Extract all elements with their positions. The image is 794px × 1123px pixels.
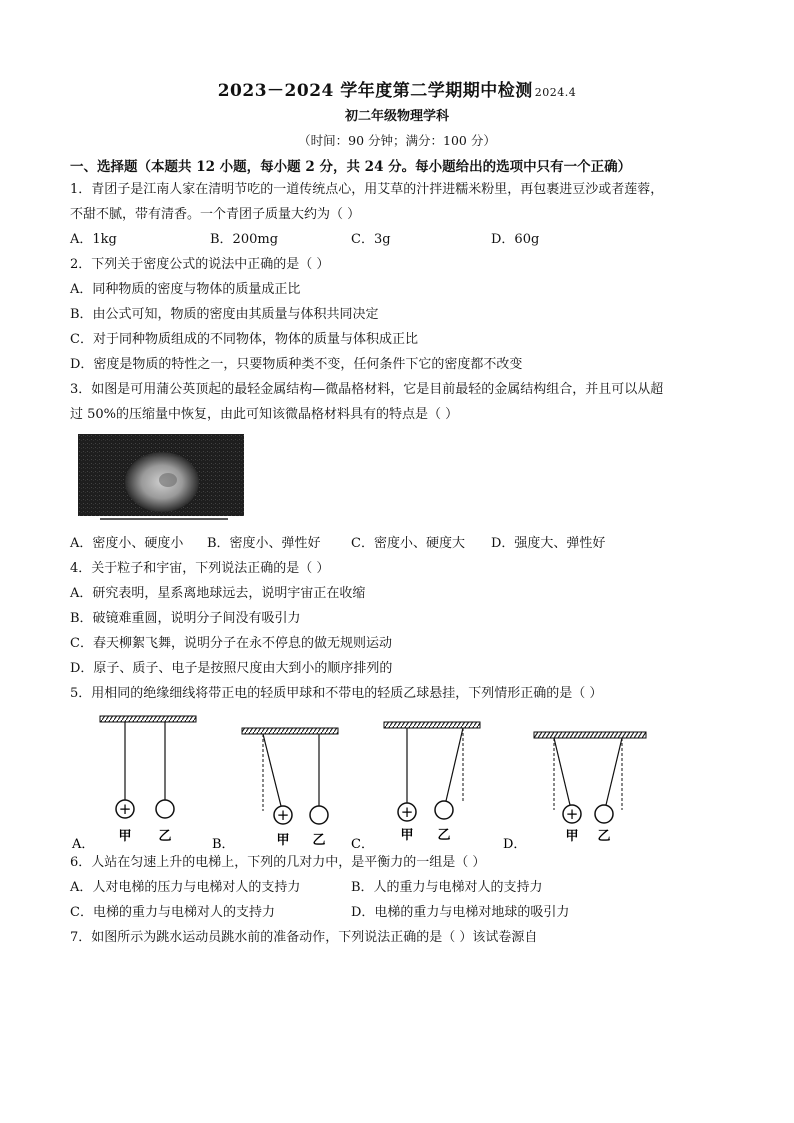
exam-title-text: 2023－2024 学年度第二学期期中检测 xyxy=(217,81,533,101)
exam-time-info: （时间：90 分钟；满分：100 分） xyxy=(298,133,496,148)
figure-c-label-yi: 乙 xyxy=(437,828,451,843)
q3-option-d: D．强度大、弹性好 xyxy=(491,536,606,551)
figure-c-thread-yi xyxy=(446,728,463,801)
figure-d-thread-jia xyxy=(554,738,570,805)
figure-b-letter: B． xyxy=(212,837,235,852)
figure-a-label-jia: 甲 xyxy=(118,829,132,844)
q6-option-b: B．人的重力与电梯对人的支持力 xyxy=(351,880,543,895)
q2-option-a: A．同种物质的密度与物体的质量成正比 xyxy=(70,282,301,297)
q1-option-a: A．1kg xyxy=(70,232,117,247)
figure-a-ceiling xyxy=(100,716,196,722)
figure-b-plus: + xyxy=(276,806,290,824)
q5-stem: 5．用相同的绝缘细线将带正电的轻质甲球和不带电的轻质乙球悬挂，下列情形正确的是（ ） xyxy=(70,686,603,701)
figure-a-letter: A． xyxy=(72,837,95,852)
q2-option-b: B．由公式可知，物质的密度由其质量与体积共同决定 xyxy=(70,307,379,322)
section-heading: 一、选择题（本题共 12 小题，每小题 2 分，共 24 分。每小题给出的选项中只有一个正确） xyxy=(70,159,632,175)
figure-d-ball-yi xyxy=(595,805,613,823)
q3-option-b: B．密度小、弹性好 xyxy=(207,536,321,551)
figure-a-ball-yi xyxy=(156,800,174,818)
sample-shadow xyxy=(159,473,177,487)
figure-c-ceiling xyxy=(384,722,480,728)
figure-d xyxy=(503,732,646,852)
figure-b-ball-yi xyxy=(310,806,328,824)
q3-line2: 过 50%的压缩量中恢复，由此可知该微晶格材料具有的特点是（ ） xyxy=(70,407,459,422)
q1-line2: 不甜不腻，带有清香。一个青团子质量大约为（ ） xyxy=(70,207,361,222)
microlattice-photo xyxy=(78,434,244,520)
figure-d-ceiling xyxy=(534,732,646,738)
figure-c-ball-yi xyxy=(435,801,453,819)
q3-option-c: C．密度小、硬度大 xyxy=(351,536,465,551)
figure-b-thread-jia xyxy=(263,734,281,806)
figure-d-label-jia: 甲 xyxy=(565,829,579,844)
q6-option-a: A．人对电梯的压力与电梯对人的支持力 xyxy=(70,880,301,895)
figure-c-letter: C． xyxy=(351,837,374,852)
figure-c xyxy=(351,722,480,852)
q6-option-c: C．电梯的重力与电梯对人的支持力 xyxy=(70,905,275,920)
q2-option-d: D．密度是物质的特性之一，只要物质种类不变，任何条件下它的密度都不改变 xyxy=(70,357,523,372)
figure-c-plus: + xyxy=(400,803,414,821)
exam-subject: 初二年级物理学科 xyxy=(344,109,449,124)
figure-d-label-yi: 乙 xyxy=(597,829,611,844)
q1-option-d: D．60g xyxy=(491,232,540,247)
q4-option-c: C．春天柳絮飞舞，说明分子在永不停息的做无规则运动 xyxy=(70,636,392,651)
figure-d-letter: D． xyxy=(503,837,527,852)
figure-c-label-jia: 甲 xyxy=(400,828,414,843)
q7-stem: 7．如图所示为跳水运动员跳水前的准备动作，下列说法正确的是（ ）该试卷源自 xyxy=(70,930,538,945)
figure-a-plus: + xyxy=(118,800,132,818)
figure-d-thread-yi xyxy=(606,738,622,805)
figure-b-ceiling xyxy=(242,728,338,734)
exam-date: 2024.4 xyxy=(534,86,577,99)
q3-option-a: A．密度小、硬度小 xyxy=(70,536,184,551)
q4-option-a: A．研究表明，星系离地球远去，说明宇宙正在收缩 xyxy=(70,586,366,601)
q1-option-c: C．3g xyxy=(351,232,391,247)
q4-option-d: D．原子、质子、电子是按照尺度由大到小的顺序排列的 xyxy=(70,661,393,676)
q5-figures xyxy=(70,708,670,854)
figure-a xyxy=(71,716,196,852)
q6-stem: 6．人站在匀速上升的电梯上，下列的几对力中，是平衡力的一组是（ ） xyxy=(70,855,486,870)
figure-b-label-jia: 甲 xyxy=(276,833,290,848)
figure-b xyxy=(212,728,338,852)
figure-a-label-yi: 乙 xyxy=(158,829,172,844)
q2-stem: 2．下列关于密度公式的说法中正确的是（ ） xyxy=(70,257,330,272)
q6-option-d: D．电梯的重力与电梯对地球的吸引力 xyxy=(351,905,570,920)
q3-line1: 3．如图是可用蒲公英顶起的最轻金属结构—微晶格材料，它是目前最轻的金属结构组合，并且可以从超 xyxy=(70,382,664,397)
q4-option-b: B．破镜难重圆，说明分子间没有吸引力 xyxy=(70,611,301,626)
q1-line1: 1．青团子是江南人家在清明节吃的一道传统点心，用艾草的汁拌进糯米粉里，再包裹进豆沙或者莲蓉， xyxy=(70,182,664,197)
q4-stem: 4．关于粒子和宇宙，下列说法正确的是（ ） xyxy=(70,561,330,576)
q2-option-c: C．对于同种物质组成的不同物体，物体的质量与体积成正比 xyxy=(70,332,418,347)
figure-d-plus: + xyxy=(565,805,579,823)
figure-b-label-yi: 乙 xyxy=(312,833,326,848)
exam-title xyxy=(0,76,794,101)
q1-option-b: B．200mg xyxy=(210,232,279,247)
